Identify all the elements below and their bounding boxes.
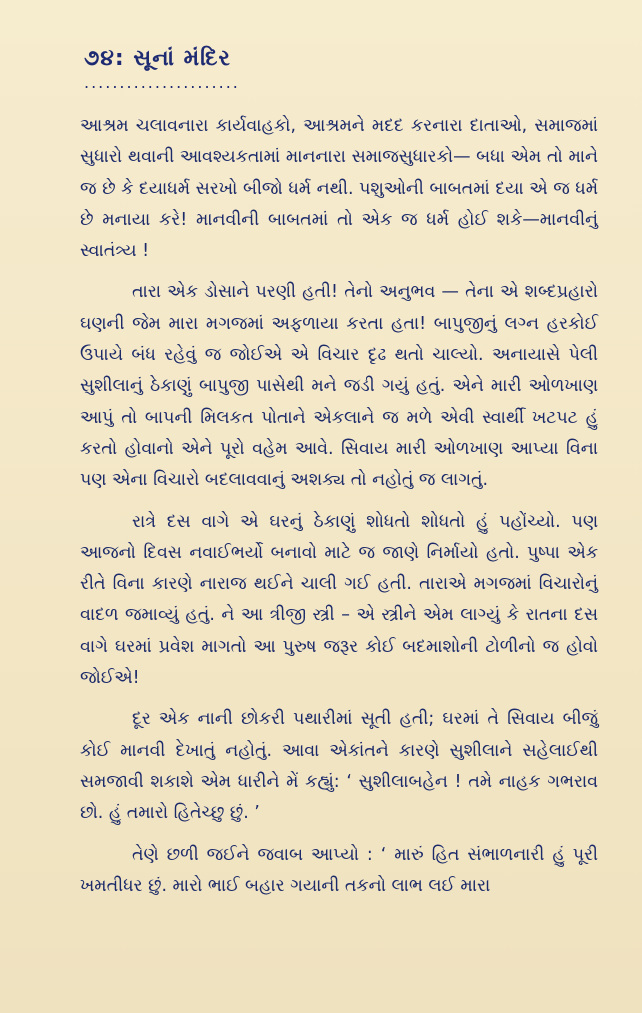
paragraph-5: તેણે છળી જઈને જવાબ આપ્યો : ‘ મારું હિત સંભાળનારી હું પૂરી ખમતીધર છું. મારો ભાઈ બહાર ગયાની તકનો લાભ લઈ મારા: [80, 844, 598, 896]
heading-dotted-rule: ......................: [84, 73, 240, 92]
paragraph-3: રાત્રે દસ વાગે એ ઘરનું ઠેકાણું શોધતો શોધતો હું પહોંચ્યો. પણ આજનો દિવસ નવાઈભર્યો બનાવો માટે જ જાણે નિર્માયો હતો. પુષ્પા એક રીતે વિના કારણે નારાજ થઈને ચાલી ગઈ હતી. તારાએ મગજમાં વિચારોનું વાદળ જમાવ્યું હતું. ને આ ત્રીજી સ્ત્રી – એ સ્ત્રીને એમ લાગ્યું કે રાતના દસ વાગે ઘરમાં પ્રવેશ માગતો આ પુરુષ જરૂર કોઈ બદમાશોની ટોળીનો જ હોવો જોઈએ!: [80, 511, 598, 689]
paragraph-1: આશ્રમ ચલાવનારા કાર્યવાહકો, આશ્રમને મદદ કરનારા દાતાઓ, સમાજમાં સુધારો થવાની આવશ્યકતામાં માનનારા સમાજસુધારકો— બધા એમ તો માને જ છે કે દયાધર્મ સરખો બીજો ધર્મ નથી. પશુઓની બાબતમાં દયા એ જ ધર્મ છે મનાયા કરે! માનવીની બાબતમાં તો એક જ ધર્મ હોઈ શકે—માનવીનું સ્વાતંત્ર્ય !: [80, 116, 598, 262]
chapter-heading: ૭૪: સૂનાં મંદિર: [84, 46, 231, 71]
paragraph-2: તારા એક ડોસાને પરણી હતી! તેનો અનુભવ — તેના એ શબ્દપ્રહારો ઘણની જેમ મારા મગજમાં અફળાયા કરતા હતા! બાપુજીનું લગ્ન હરકોઈ ઉપાયે બંધ રહેવું જ જોઈએ એ વિચાર દૃઢ થતો ચાલ્યો. અનાયાસે પેલી સુશીલાનું ઠેકાણું બાપુજી પાસેથી મને જડી ગયું હતું. એને મારી ઓળખાણ આપું તો બાપની મિલકત પોતાને એકલાને જ મળે એવી સ્વાર્થી ખટપટ હું કરતો હોવાનો એને પૂરો વહેમ આવે. સિવાય મારી ઓળખાણ આપ્યા વિના પણ એના વિચારો બદલાવવાનું અશક્ય તો નહોતું જ લાગતું.: [80, 282, 598, 491]
paragraph-4: દૂર એક નાની છોકરી પથારીમાં સૂતી હતી; ઘરમાં તે સિવાય બીજું કોઈ માનવી દેખાતું નહોતું. આવા એકાંતને કારણે સુશીલાને સહેલાઈથી સમજાવી શકાશે એમ ધારીને મેં કહ્યું: ‘ સુશીલાબહેન ! તમે નાહક ગભરાવ છો. હું તમારો હિતેચ્છુ છું. ’: [80, 709, 598, 824]
